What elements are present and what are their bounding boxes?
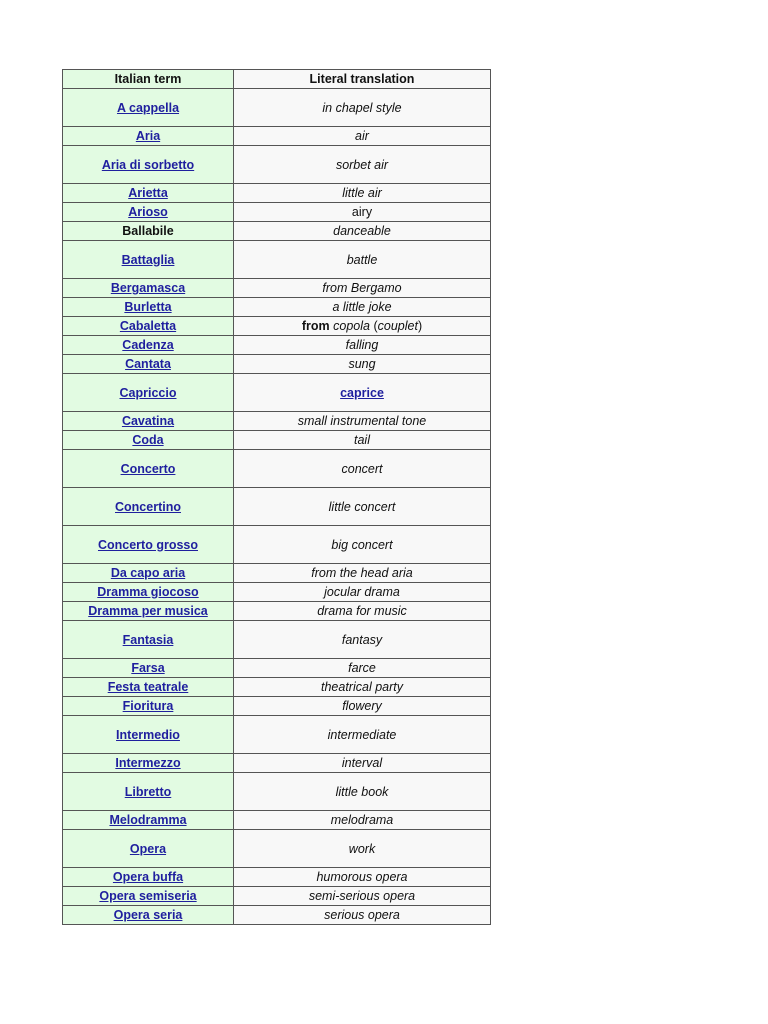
header-row: [63, 70, 491, 89]
term-cell: [63, 659, 234, 678]
table-row: [63, 431, 491, 450]
table-row: [63, 298, 491, 317]
table-row: [63, 754, 491, 773]
translation-text: theatrical party: [321, 680, 403, 694]
translation-text: humorous opera: [316, 870, 408, 884]
table-row: [63, 450, 491, 488]
translation-cell: [234, 184, 491, 203]
term-cell: [63, 716, 234, 754]
term-link[interactable]: Concerto: [120, 461, 176, 476]
translation-text: fantasy: [341, 632, 383, 647]
table-row: [63, 526, 491, 564]
table-row: [63, 716, 491, 754]
translation-text: sung: [348, 357, 376, 371]
translation-text: battle: [346, 252, 378, 267]
table-row: [63, 678, 491, 697]
table-row: [63, 830, 491, 868]
translation-cell: [234, 488, 491, 526]
term-cell: [63, 431, 234, 450]
translation-text: sorbet air: [335, 157, 389, 172]
term-link[interactable]: Intermezzo: [115, 756, 181, 770]
table-row: [63, 317, 491, 336]
translation-cell: [234, 412, 491, 431]
term-text: Ballabile: [122, 224, 174, 238]
term-link[interactable]: Aria: [135, 129, 161, 143]
translation-text: air: [355, 129, 369, 143]
term-link[interactable]: Melodramma: [109, 813, 187, 827]
term-link[interactable]: Burletta: [124, 300, 172, 314]
translation-cell: [234, 127, 491, 146]
term-cell: [63, 811, 234, 830]
term-link[interactable]: Farsa: [131, 661, 165, 675]
term-cell: [63, 241, 234, 279]
translation-text: concert: [341, 461, 383, 476]
term-cell: [63, 697, 234, 716]
table-row: [63, 336, 491, 355]
table-row: [63, 811, 491, 830]
translation-cell: [234, 203, 491, 222]
translation-text: intermediate: [327, 727, 397, 742]
translation-cell: [234, 716, 491, 754]
header-literal-translation: Literal translation: [234, 70, 491, 89]
term-link[interactable]: Arietta: [128, 186, 168, 200]
term-cell: [63, 184, 234, 203]
term-cell: [63, 450, 234, 488]
table-row: [63, 773, 491, 811]
term-link[interactable]: Cabaletta: [119, 319, 177, 333]
term-cell: [63, 830, 234, 868]
term-cell: [63, 412, 234, 431]
translation-cell: [234, 811, 491, 830]
table-row: [63, 906, 491, 925]
table-row: [63, 583, 491, 602]
term-cell: [63, 906, 234, 925]
term-cell: [63, 146, 234, 184]
term-cell: [63, 773, 234, 811]
table-row: [63, 127, 491, 146]
table-row: [63, 374, 491, 412]
translation-text: airy: [351, 205, 373, 219]
term-cell: [63, 279, 234, 298]
table-row: [63, 887, 491, 906]
term-cell: [63, 298, 234, 317]
table-row: [63, 659, 491, 678]
term-link[interactable]: Opera semiseria: [99, 889, 197, 903]
translation-cell: [234, 602, 491, 621]
term-cell: [63, 355, 234, 374]
translation-text: ): [417, 319, 423, 333]
term-cell: [63, 488, 234, 526]
term-link[interactable]: Opera seria: [113, 908, 183, 922]
term-cell: [63, 89, 234, 127]
translation-text: big concert: [331, 537, 393, 552]
translation-text: falling: [345, 338, 379, 352]
table-row: [63, 355, 491, 374]
term-link[interactable]: Fioritura: [122, 699, 174, 713]
translation-cell: [234, 431, 491, 450]
term-link[interactable]: Dramma giocoso: [97, 585, 199, 599]
term-cell: [63, 621, 234, 659]
translation-cell: [234, 279, 491, 298]
table-row: [63, 241, 491, 279]
term-cell: [63, 602, 234, 621]
term-cell: [63, 678, 234, 697]
table-row: [63, 564, 491, 583]
translation-text: farce: [348, 661, 376, 675]
table-row: [63, 146, 491, 184]
translation-link[interactable]: caprice: [340, 385, 384, 400]
term-cell: [63, 203, 234, 222]
term-cell: [63, 564, 234, 583]
term-link[interactable]: Capriccio: [119, 385, 177, 400]
translation-text: a little joke: [332, 300, 392, 314]
term-cell: [63, 336, 234, 355]
term-link[interactable]: Concerto grosso: [97, 537, 198, 552]
translation-cell: [234, 450, 491, 488]
term-link[interactable]: A cappella: [116, 100, 180, 115]
term-cell: [63, 317, 234, 336]
translation-cell: [234, 526, 491, 564]
translation-cell: [234, 621, 491, 659]
translation-text: from: [301, 319, 334, 333]
term-link[interactable]: Coda: [132, 433, 164, 447]
translation-cell: [234, 830, 491, 868]
translation-text: serious opera: [324, 908, 400, 922]
translation-cell: [234, 773, 491, 811]
translation-text: tail: [354, 433, 370, 447]
translation-text: from Bergamo: [322, 281, 402, 295]
table-row: [63, 621, 491, 659]
term-link[interactable]: Dramma per musica: [88, 604, 208, 618]
translation-cell: [234, 336, 491, 355]
translation-text: little air: [342, 186, 382, 200]
term-link[interactable]: Cavatina: [121, 414, 175, 428]
term-link[interactable]: Fantasia: [122, 632, 174, 647]
translation-text: flowery: [342, 699, 382, 713]
translation-text: in chapel style: [322, 100, 402, 115]
term-link[interactable]: Concertino: [115, 499, 181, 514]
table-row: [63, 412, 491, 431]
table-row: [63, 222, 491, 241]
term-cell: [63, 222, 234, 241]
header-italian-term: Italian term: [63, 70, 234, 89]
term-link[interactable]: Cadenza: [122, 338, 174, 352]
translation-text: little concert: [328, 499, 396, 514]
translation-cell: [234, 298, 491, 317]
table-row: [63, 89, 491, 127]
term-link[interactable]: Da capo aria: [110, 566, 186, 580]
term-link[interactable]: Aria di sorbetto: [101, 157, 195, 172]
translation-text: copola: [333, 319, 370, 333]
table-row: [63, 203, 491, 222]
translation-cell: [234, 754, 491, 773]
terms-table: [62, 69, 491, 925]
table-row: [63, 184, 491, 203]
table-row: [63, 279, 491, 298]
translation-text: semi-serious opera: [308, 889, 416, 903]
translation-cell: [234, 89, 491, 127]
term-link[interactable]: Bergamasca: [110, 281, 186, 295]
translation-text: work: [348, 841, 376, 856]
translation-text: couplet: [377, 319, 418, 333]
term-link[interactable]: Intermedio: [116, 727, 180, 742]
term-link[interactable]: Cantata: [125, 357, 171, 371]
translation-cell: [234, 241, 491, 279]
translation-text: (: [369, 319, 378, 333]
term-cell: [63, 754, 234, 773]
translation-cell: [234, 887, 491, 906]
translation-cell: [234, 146, 491, 184]
term-cell: [63, 887, 234, 906]
term-link[interactable]: Libretto: [124, 784, 172, 799]
term-link[interactable]: Battaglia: [121, 252, 175, 267]
translation-cell: [234, 222, 491, 241]
translation-cell: [234, 678, 491, 697]
translation-cell: [234, 868, 491, 887]
translation-cell: [234, 374, 491, 412]
translation-text: little book: [335, 784, 389, 799]
term-link[interactable]: Festa teatrale: [107, 680, 189, 694]
term-cell: [63, 868, 234, 887]
term-link[interactable]: Arioso: [128, 205, 168, 219]
translation-text: interval: [341, 756, 383, 770]
translation-cell: [234, 906, 491, 925]
term-cell: [63, 127, 234, 146]
table-body: [63, 89, 491, 925]
translation-text: from the head aria: [311, 566, 413, 580]
term-cell: [63, 374, 234, 412]
table-row: [63, 868, 491, 887]
translation-text: melodrama: [330, 813, 394, 827]
translation-text: danceable: [333, 224, 391, 238]
table-row: [63, 697, 491, 716]
translation-text: small instrumental tone: [297, 414, 427, 428]
translation-cell: [234, 583, 491, 602]
table-row: [63, 602, 491, 621]
table-row: [63, 488, 491, 526]
term-cell: [63, 583, 234, 602]
translation-cell: [234, 697, 491, 716]
translation-cell: [234, 659, 491, 678]
translation-cell: [234, 317, 491, 336]
term-cell: [63, 526, 234, 564]
term-link[interactable]: Opera buffa: [112, 870, 184, 884]
translation-text: jocular drama: [324, 585, 400, 599]
translation-cell: [234, 564, 491, 583]
translation-cell: [234, 355, 491, 374]
term-link[interactable]: Opera: [129, 841, 167, 856]
translation-text: drama for music: [317, 604, 407, 618]
